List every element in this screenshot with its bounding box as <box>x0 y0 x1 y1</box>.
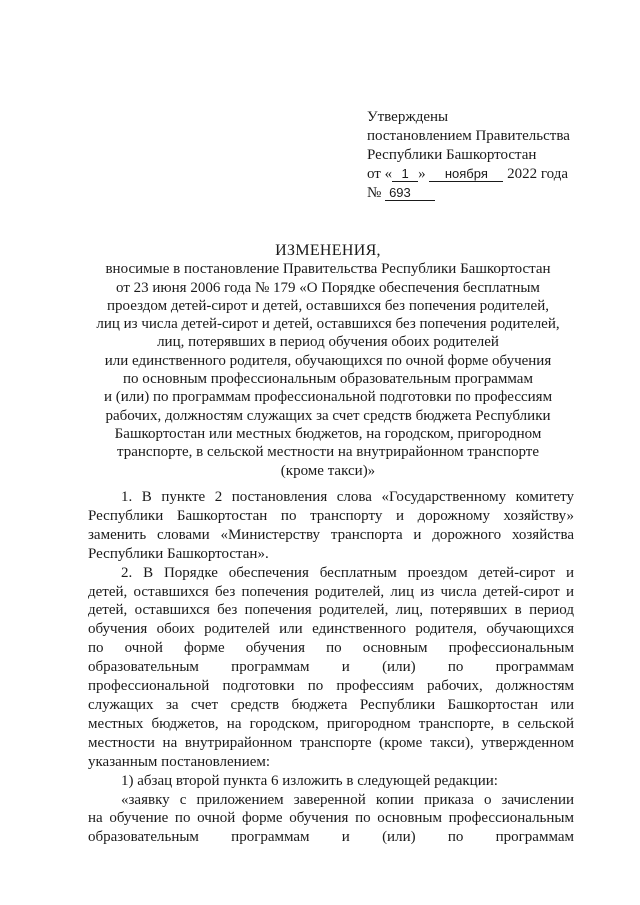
title-line: вносимые в постановление Правительства Республики Башкортостан <box>105 261 551 278</box>
body-line: местных бюджетов, на городском, пригородном транспорте, в сельской <box>88 715 574 732</box>
body-line: профессиональной подготовки по профессиям рабочих, должностям <box>88 678 574 695</box>
body-line: указанным постановлением: <box>88 753 271 770</box>
approval-number <box>367 184 570 203</box>
body-line: Республики Башкортостан по транспорту и дорожному хозяйству» <box>88 507 574 524</box>
title-heading: ИЗМЕНЕНИЯ, <box>275 242 381 259</box>
title-line: и (или) по программам профессиональной подготовки по профессиям <box>103 389 553 406</box>
body-line: заменить словами «Министерству транспорта и дорожного хозяйства <box>88 526 574 543</box>
number-value: 693 <box>385 186 435 201</box>
body-line: обучения обоих родителей или единственного родителя, обучающихся <box>88 621 574 638</box>
approval-line-3: Республики Башкортостан <box>367 147 537 163</box>
body-line: местности на внутрирайонном транспорте (кроме такси), утвержденном <box>88 734 574 751</box>
date-mid: » <box>418 166 426 182</box>
title-line: (кроме такси)» <box>280 462 376 479</box>
body-line: 1) абзац второй пункта 6 изложить в следующей редакции: <box>121 772 498 789</box>
title-line: от 23 июня 2006 года № 179 «О Порядке обеспечения бесплатным <box>116 279 540 296</box>
title-line: или единственного родителя, обучающихся по очной форме обучения <box>104 352 552 369</box>
title-line: транспорте, в сельской местности на внутрирайонном транспорте <box>117 444 539 461</box>
body-line: служащих за счет средств бюджета Республики Башкортостан или <box>88 696 574 713</box>
approval-line-2: постановлением Правительства <box>367 128 570 144</box>
body-line: образовательным программам и (или) по программам <box>88 829 574 846</box>
title-line: рабочих, должностям служащих за счет средств бюджета Республики <box>105 407 551 424</box>
body-line: образовательным программам и (или) по программам <box>88 659 574 676</box>
number-prefix: № <box>367 185 382 201</box>
title-line: лиц из числа детей-сирот и детей, оставшихся без попечения родителей, <box>96 316 560 333</box>
body-line: детей, оставшихся без попечения родителей, лиц, потерявших в период <box>88 602 574 619</box>
document-title <box>88 242 568 480</box>
date-prefix: от « <box>367 166 393 182</box>
date-day: 1 <box>392 167 418 182</box>
body-line: на обучение по очной форме обучения по основным профессиональным <box>88 810 574 827</box>
body-line: по очной форме обучения по основным профессиональным <box>88 640 574 657</box>
body-line: «заявку с приложением заверенной копии приказа о зачислении <box>121 791 574 808</box>
body-line: детей, оставшихся без попечения родителей, лиц из числа детей-сирот и <box>88 583 574 600</box>
title-line: по основным профессиональным образовательным программам <box>123 371 533 388</box>
title-line: проездом детей-сирот и детей, оставшихся без попечения родителей, <box>107 297 549 314</box>
body-line: 2. В Порядке обеспечения бесплатным проездом детей-сирот и <box>121 564 574 581</box>
body-line: 1. В пункте 2 постановления слова «Государственному комитету <box>121 489 574 505</box>
title-line: Башкортостан или местных бюджетов, на городском, пригородном <box>114 425 542 442</box>
date-year: 2022 года <box>507 166 568 182</box>
approval-date <box>367 165 570 184</box>
document-body <box>88 488 574 847</box>
title-line: лиц, потерявших в период обучения обоих родителей <box>157 334 499 351</box>
body-line: Республики Башкортостан». <box>88 545 269 562</box>
date-month: ноября <box>429 167 503 182</box>
approval-line-1: Утверждены <box>367 109 449 125</box>
approval-stamp <box>367 108 570 203</box>
